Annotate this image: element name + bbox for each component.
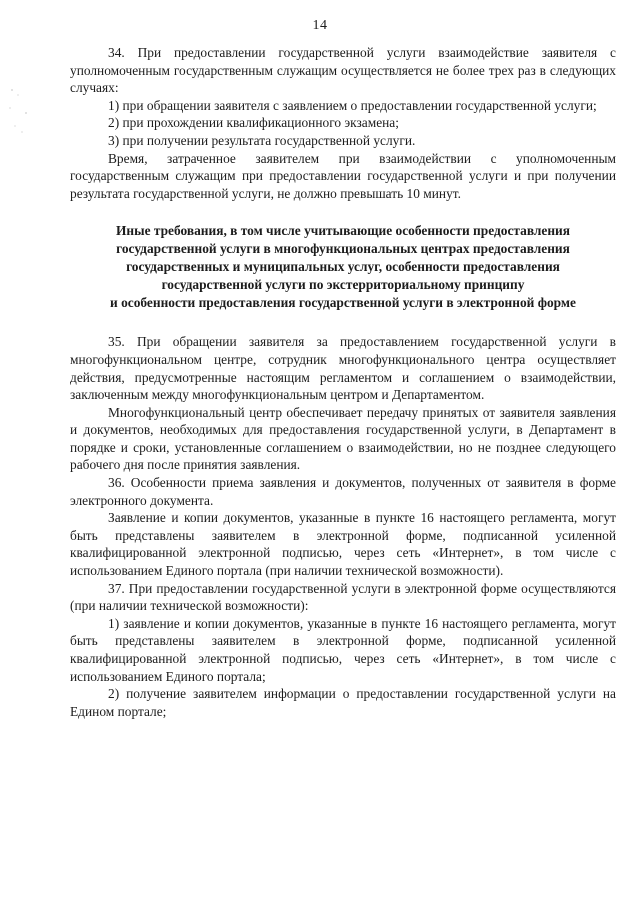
- section-37: [70, 580, 616, 721]
- section-36-paragraph-1: 36. Особенности приема заявления и документов, полученных от заявителя в форме электронного документа.: [70, 475, 616, 508]
- heading-line: государственной услуги в многофункциональных центрах предоставления: [116, 241, 570, 257]
- section-35: [70, 333, 616, 474]
- section-34-item-2: 2) при прохождении квалификационного экзамена;: [108, 115, 399, 131]
- section-34-time-limit: Время, затраченное заявителем при взаимодействии с уполномоченным государственным служащим при предоставлении государственной услуги и при получении результата государственной услуги, не должно превышать 10 минут.: [70, 150, 616, 201]
- section-37-item-1: 1) заявление и копии документов, указанные в пункте 16 настоящего регламента, могут быть представлены заявителем в электронной форме, подписанной усиленной квалифицированной электронной подписью, через сеть «Интернет», в том числе с использованием Единого портала;: [70, 615, 616, 684]
- section-35-paragraph-2: Многофункциональный центр обеспечивает передачу принятых от заявителя заявления и документов, необходимых для предоставления государственной услуги, в Департамент в порядке и сроки, установленные соглашением о взаимодействии, но не позднее следующего рабочего дня после принятия заявления.: [70, 404, 616, 473]
- document-body: [70, 44, 616, 720]
- section-34-intro: 34. При предоставлении государственной услуги взаимодействие заявителя с уполномоченным государственным служащим осуществляется не более трех раз в следующих случаях:: [70, 45, 616, 96]
- heading-line: и особенности предоставления государственной услуги в электронной форме: [110, 294, 576, 310]
- section-37-intro: 37. При предоставлении государственной услуги в электронной форме осуществляются (при наличии технической возможности):: [70, 580, 616, 614]
- section-34-item-3: 3) при получении результата государственной услуги.: [108, 132, 416, 148]
- scan-specks: [6, 86, 36, 146]
- heading-line: государственной услуги по экстерриториальному принципу: [161, 276, 525, 292]
- section-34: [70, 44, 616, 202]
- section-36: [70, 474, 616, 580]
- section-35-paragraph-1: 35. При обращении заявителя за предоставлением государственной услуги в многофункциональном центре, сотрудник многофункционального центра осуществляет действия, предусмотренные настоящим регламентом и соглашением о взаимодействии, заключенным между многофункциональным центром и Департаментом.: [70, 334, 616, 403]
- page-number: 14: [312, 18, 328, 33]
- section-36-paragraph-2: Заявление и копии документов, указанные в пункте 16 настоящего регламента, могут быть представлены заявителем в электронной форме, подписанной усиленной квалифицированной электронной подписью, через сеть «Интернет», в том числе с использованием Единого портала (при наличии технической возможности).: [70, 510, 616, 579]
- section-34-item-1: 1) при обращении заявителя с заявлением о предоставлении государственной услуги;: [108, 97, 597, 113]
- heading-line: Иные требования, в том числе учитывающие особенности предоставления: [115, 223, 571, 239]
- section-37-item-2: 2) получение заявителем информации о предоставлении государственной услуги на Едином портале;: [70, 686, 616, 719]
- section-heading: [70, 222, 616, 311]
- heading-line: государственных и муниципальных услуг, особенности предоставления: [126, 258, 560, 274]
